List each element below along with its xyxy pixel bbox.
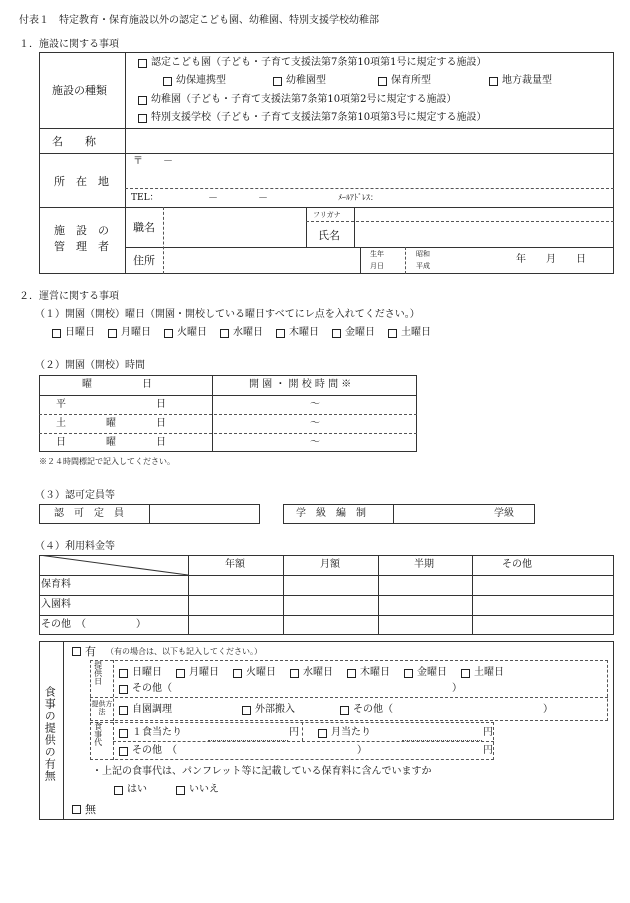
option-youchien[interactable]: 幼稚園（子ども・子育て支援法第7条第10項第2号に規定する施設） (138, 94, 456, 106)
facility-type-label: 施設の種類 (52, 84, 107, 97)
section2-heading: ２．運営に関する事項 (19, 291, 119, 302)
meal-day-mon[interactable]: 月曜日 (176, 667, 219, 679)
meal-provision-label: 食事の提供の有無 (43, 686, 57, 782)
meal-day-tue[interactable]: 火曜日 (233, 667, 276, 679)
method-outsourced[interactable]: 外部搬入 (242, 704, 295, 716)
capacity-question: （３）認可定員等 (35, 490, 115, 501)
fee-col-monthly: 月額 (320, 559, 340, 570)
checkbox[interactable] (138, 114, 147, 123)
hours-header-time: 開 園 ・ 開 校 時 間 ※ (249, 379, 352, 390)
open-day-wed[interactable]: 水曜日 (220, 327, 263, 339)
manager-name-label: 氏名 (318, 229, 340, 242)
fee-header-diagonal (39, 555, 188, 575)
name-label: 名 称 (52, 135, 96, 148)
tel-label: TEL： (131, 193, 159, 203)
furigana-label: フリガナ (313, 211, 341, 219)
fee-col-half: 半期 (414, 559, 434, 570)
class-unit: 学級 (494, 508, 514, 519)
hours-row-sun-time[interactable]: ～ (310, 437, 320, 448)
meal-yes-option[interactable]: 有 (72, 645, 96, 658)
address-field[interactable] (127, 170, 612, 186)
meal-day-fri[interactable]: 金曜日 (404, 667, 447, 679)
document-title: 付表１ 特定教育・保育施設以外の認定こども園、幼稚園、特別支援学校幼稚部 (19, 15, 379, 26)
section1-heading: １．施設に関する事項 (19, 39, 119, 50)
meal-fee-other-yen: 円 (483, 745, 493, 756)
open-day-mon[interactable]: 月曜日 (108, 327, 151, 339)
meal-days-label: 提供日 (93, 661, 103, 685)
manager-name-field[interactable] (356, 223, 612, 246)
hours-row-weekday-label: 平 日 (56, 399, 166, 410)
pamphlet-question: ・上記の食事代は、パンフレット等に記載している保育料に含んでいますか (92, 766, 432, 777)
birth-label-2: 月日 (370, 262, 384, 270)
manager-label-2: 管 理 者 (54, 240, 109, 253)
address-label: 所 在 地 (54, 175, 109, 188)
checkbox[interactable] (489, 77, 498, 86)
fee-row-other: その他 （ ） (41, 619, 146, 630)
per-month-option[interactable]: 月当たり (318, 727, 371, 739)
meal-day-sun[interactable]: 日曜日 (119, 667, 162, 679)
meal-no-option[interactable]: 無 (72, 803, 96, 816)
residence-field[interactable] (165, 249, 359, 273)
era-showa: 昭和 (416, 250, 430, 258)
checkbox[interactable] (273, 77, 282, 86)
manager-label-1: 施 設 の (54, 224, 109, 237)
fee-col-annual: 年額 (225, 559, 245, 570)
postal-code: 〒 － (133, 156, 173, 167)
hours-row-sat-time[interactable]: ～ (310, 418, 320, 429)
tel-dashes: － － (208, 193, 268, 204)
meal-day-sat[interactable]: 土曜日 (461, 667, 504, 679)
fee-col-other: その他 (502, 559, 532, 570)
meal-day-wed[interactable]: 水曜日 (290, 667, 333, 679)
meal-day-other[interactable]: その他（ ） (119, 683, 462, 695)
era-heisei: 平成 (416, 262, 430, 270)
meal-yes-note: （有の場合は、以下も記入してください。） (106, 647, 262, 656)
capacity-label: 認 可 定 員 (54, 508, 124, 519)
option-chihou-type[interactable]: 地方裁量型 (489, 75, 552, 87)
option-youchien-type[interactable]: 幼稚園型 (273, 75, 326, 87)
checkbox[interactable] (163, 77, 172, 86)
per-month-yen: 円 (483, 727, 493, 738)
hours-row-weekday-time[interactable]: ～ (310, 399, 320, 410)
fee-row-childcare: 保育料 (41, 579, 71, 590)
hours-note: ※２４時間標記で記入してください。 (39, 457, 175, 466)
checkbox[interactable] (138, 96, 147, 105)
capacity-field[interactable] (151, 506, 258, 522)
per-meal-yen: 円 (289, 727, 299, 738)
open-days-list (52, 327, 431, 339)
meal-fee-label: 食事代 (93, 722, 103, 746)
pamphlet-yes[interactable]: はい (114, 784, 147, 796)
hours-header-day: 曜 日 (82, 379, 152, 390)
hours-row-sat-label: 土 曜 日 (56, 418, 166, 429)
option-hoikusho-type[interactable]: 保育所型 (378, 75, 431, 87)
per-meal-option[interactable]: １食当たり (119, 727, 182, 739)
open-day-fri[interactable]: 金曜日 (332, 327, 375, 339)
open-day-sat[interactable]: 土曜日 (388, 327, 431, 339)
fee-row-entrance: 入園料 (41, 599, 71, 610)
method-in-house[interactable]: 自園調理 (119, 704, 172, 716)
option-nintei[interactable]: 認定こども園（子ども・子育て支援法第7条第10項第1号に規定する施設） (138, 57, 486, 69)
hours-row-sun-label: 日 曜 日 (56, 437, 166, 448)
fees-question: （４）利用料金等 (35, 541, 115, 552)
option-tokubetsu[interactable]: 特別支援学校（子ども・子育て支援法第7条第10項第3号に規定する施設） (138, 112, 486, 124)
pamphlet-no[interactable]: いいえ (176, 784, 219, 796)
email-label: ﾒｰﾙｱﾄﾞﾚｽ： (338, 193, 378, 202)
job-title-label: 職名 (133, 221, 155, 234)
checkbox[interactable] (378, 77, 387, 86)
meal-fee-other-option[interactable]: その他 （ ） (119, 745, 367, 757)
open-day-tue[interactable]: 火曜日 (164, 327, 207, 339)
class-label: 学 級 編 制 (296, 508, 366, 519)
method-other[interactable]: その他（ ） (340, 704, 553, 716)
option-youho[interactable]: 幼保連携型 (163, 75, 226, 87)
meal-day-thu[interactable]: 木曜日 (347, 667, 390, 679)
job-title-field[interactable] (165, 209, 305, 246)
open-days-question: （１）開園（開校）曜日（開園・開校している曜日すべてにレ点を入れてください。） (35, 309, 420, 320)
open-day-sun[interactable]: 日曜日 (52, 327, 95, 339)
name-field[interactable] (127, 130, 612, 152)
birth-label-1: 生年 (370, 250, 384, 258)
meal-days-list (119, 667, 504, 679)
residence-label: 住所 (133, 254, 155, 267)
method-label: 提供方法 (91, 700, 113, 716)
checkbox[interactable] (138, 59, 147, 68)
birth-date-units: 年 月 日 (516, 254, 586, 265)
open-day-thu[interactable]: 木曜日 (276, 327, 319, 339)
hours-question: （２）開園（開校）時間 (35, 360, 145, 371)
